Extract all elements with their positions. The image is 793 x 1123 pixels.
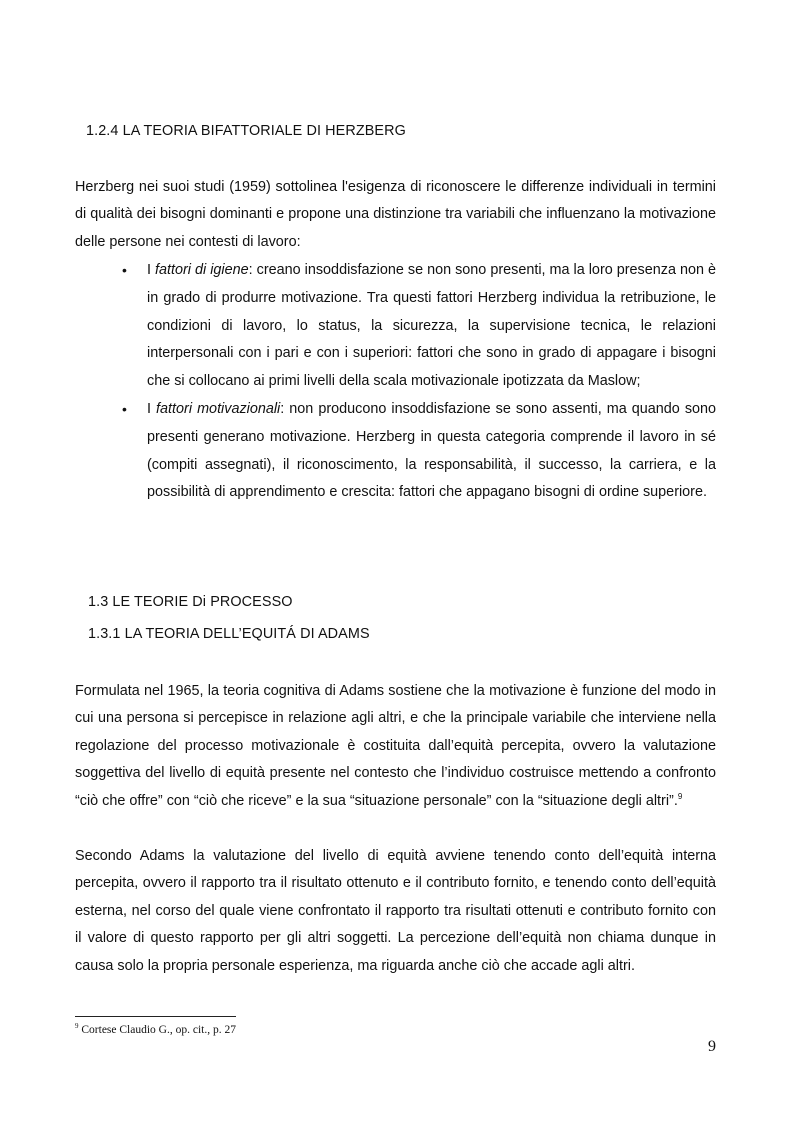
footnote-text: Cortese Claudio G., op. cit., p. 27 bbox=[81, 1024, 236, 1036]
bullet-icon: • bbox=[122, 400, 127, 417]
list-item-hygiene-factors bbox=[118, 257, 716, 396]
list-item-prefix: I bbox=[147, 400, 157, 417]
page-number: 9 bbox=[708, 1038, 716, 1055]
footnote-divider bbox=[75, 1016, 236, 1017]
factors-list bbox=[118, 257, 716, 507]
list-item-text: : creano insoddisfazione se non sono presenti, ma la loro presenza non è in grado di produrre motivazione. Tra questi fattori Herzberg individua la retribuzione, le condizioni di lavoro, lo status, la sicurezza, la supervisione tecnica, le relazioni interpersonali con i pari e con i superiori: fattori che sono in grado di appagare i bisogni che si collocano ai primi livelli della scala motivazionale ipotizzata da Maslow; bbox=[147, 262, 716, 390]
list-item-term: fattori motivazionali bbox=[156, 400, 281, 417]
section-heading-1-3-1: 1.3.1 LA TEORIA DELL’EQUITÁ DI ADAMS bbox=[88, 626, 370, 642]
paragraph-adams-2: Secondo Adams la valutazione del livello di equità avviene tenendo conto dell’equità interna percepita, ovvero il rapporto tra il risultato ottenuto e il contributo fornito, e tenendo conto dell’equità esterna, nel corso del quale viene confrontato il rapporto tra risultati ottenuti e contributo fornito con il valore di questo rapporto per gli altri soggetti. La percezione dell’equità non chiama dunque in causa solo la propria personale esperienza, ma riguarda anche ciò che accade agli altri. bbox=[75, 848, 716, 974]
footnote-number: 9 bbox=[75, 1022, 79, 1031]
list-item-prefix: I bbox=[147, 262, 156, 278]
bullet-icon: • bbox=[122, 262, 127, 278]
footnote-reference: 9 bbox=[677, 791, 683, 801]
section-heading-1-2-4: 1.2.4 LA TEORIA BIFATTORIALE DI HERZBERG bbox=[86, 123, 406, 139]
list-item-term: fattori di igiene bbox=[155, 262, 249, 278]
footnote bbox=[75, 1024, 236, 1036]
list-item-motivational-factors bbox=[118, 396, 716, 507]
paragraph-herzberg: Herzberg nei suoi studi (1959) sottolinea l'esigenza di riconoscere le differenze individuali in termini di qualità dei bisogni dominanti e propone una distinzione tra variabili che influenzano la motivazione delle persone nei contesti di lavoro: bbox=[75, 179, 716, 250]
paragraph-adams-1 bbox=[75, 678, 716, 815]
section-heading-1-3: 1.3 LE TEORIE Di PROCESSO bbox=[88, 594, 293, 610]
list-item-text: : non producono insoddisfazione se sono assenti, ma quando sono presenti generano motivazione. Herzberg in questa categoria comprende il lavoro in sé (compiti assegnati), il riconoscimento, la responsabilità, il successo, la carriera, e la possibilità di apprendimento e crescita: fattori che appagano bisogni di ordine superiore. bbox=[147, 400, 717, 501]
paragraph-adams-1-text: Formulata nel 1965, la teoria cognitiva di Adams sostiene che la motivazione è funzione del modo in cui una persona si percepisce in relazione agli altri, e che la principale variabile che interviene nella regolazione del processo motivazionale è costituita dall’equità percepita, ovvero la valutazione soggettiva del livello di equità presente nel contesto che l’individuo costruisce mettendo a confronto “ciò che offre” con “ciò che riceve” e la sua “situazione personale” con la “situazione degli altri”. bbox=[75, 683, 716, 809]
